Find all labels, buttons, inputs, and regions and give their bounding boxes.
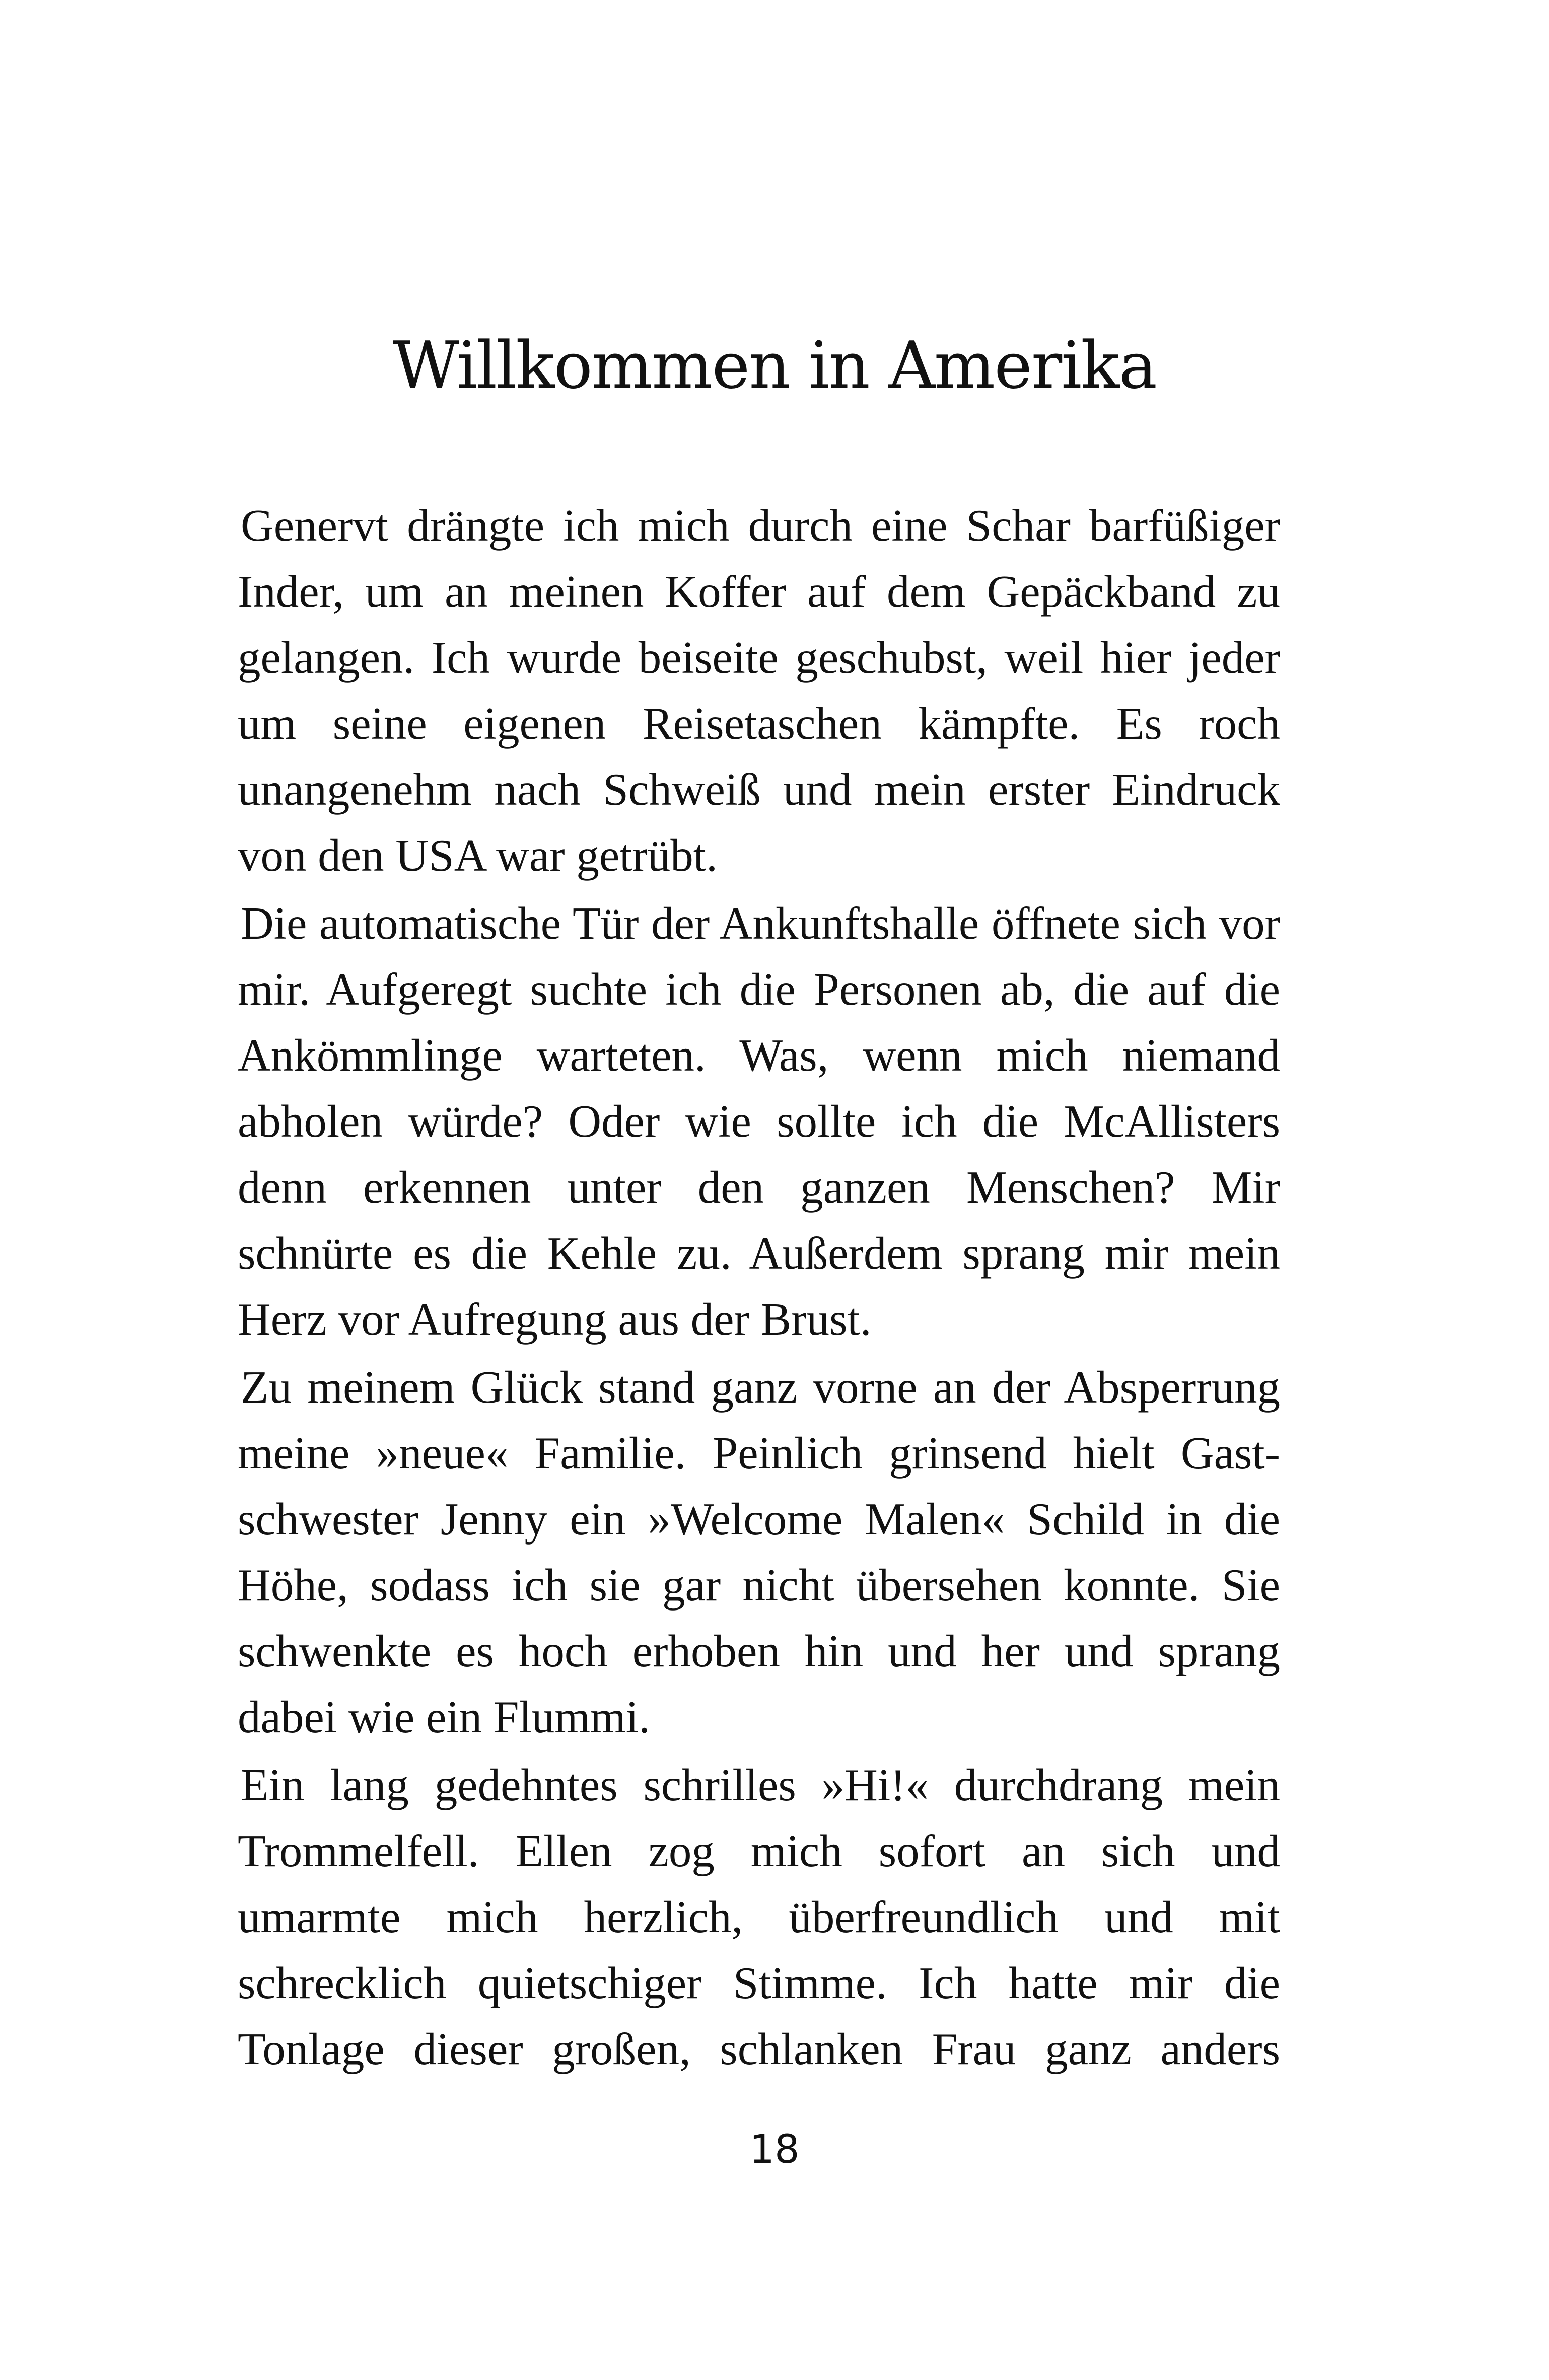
body-text [238, 493, 1280, 2084]
page-number: 18 [749, 2127, 800, 2173]
paragraph-3: Zu meinem Glück stand ganz vorne an der Absperrung meine »neue« Familie. Peinlich grinsend hielt Gastschwester Jenny ein »Welcome Malen« Schild in die Höhe, sodass ich sie gar nicht übersehen konnte. Sie schwenkte es hoch erhoben hin und her und sprang dabei wie ein Flummi. [238, 1362, 1280, 1742]
paragraph-2: Die automatische Tür der Ankunftshalle öffnete sich vor mir. Aufgeregt suchte ich die Personen ab, die auf die Ankömmlinge warteten. Was, wenn mich niemand abholen würde? Oder wie sollte ich die McAllisters denn erkennen unter den ganzen Menschen? Mir schnürte es die Kehle zu. Außerdem sprang mir mein Herz vor Aufregung aus der Brust. [238, 898, 1280, 1345]
chapter-title: Willkommen in Amerika [393, 328, 1156, 403]
paragraph-1: Genervt drängte ich mich durch eine Schar barfüßiger Inder, um an meinen Koffer auf dem Gepäckband zu gelangen. Ich wurde beiseite geschubst, weil hier jeder um seine eigenen Reisetaschen kämpfte. Es roch unangenehm nach Schweiß und mein erster Eindruck von den USA war getrübt. [238, 500, 1280, 881]
paragraph-4: Ein lang gedehntes schrilles »Hi!« durchdrang mein Trommelfell. Ellen zog mich sofort an sich und umarmte mich herzlich, überfreundlich und mit schrecklich quietschiger Stimme. Ich hatte mir die Tonlage dieser großen, schlanken Frau ganz anders [238, 1760, 1280, 2074]
